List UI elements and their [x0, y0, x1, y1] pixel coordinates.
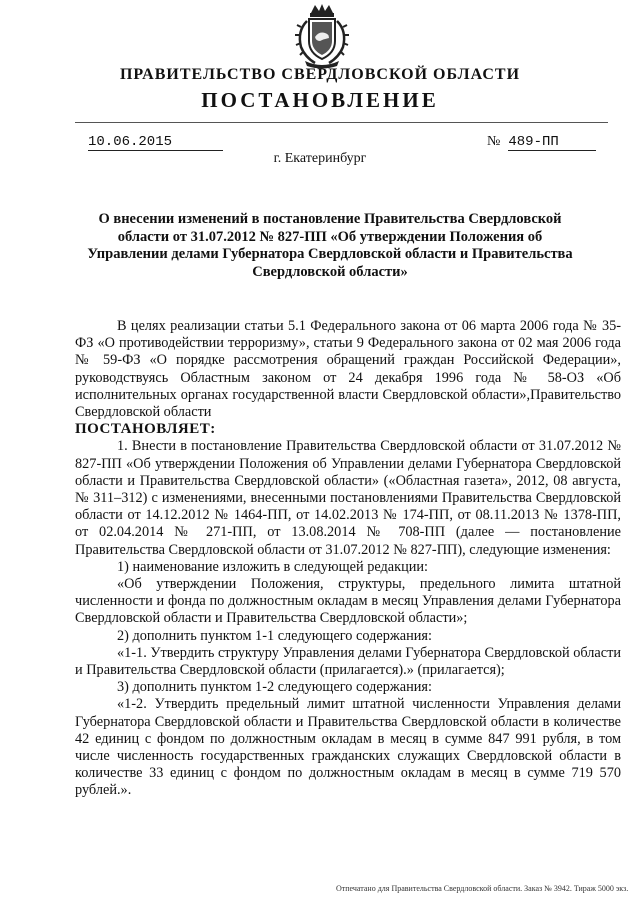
paragraph: 1) наименование изложить в следующей редакции:: [117, 558, 428, 575]
document-number: [487, 134, 596, 151]
coat-of-arms-icon: [293, 3, 351, 69]
paragraph: 2) дополнить пунктом 1-1 следующего содержания:: [117, 627, 432, 644]
paragraph: 1. Внести в постановление Правительства Свердловской области от 31.07.2012 № 827-ПП «Об утверждении Положения об Управлении делами Губернатора Свердловской области и Правительства Свердловской области» («Областная газета», 2012, 08 августа, № 311–312) с изменениями, внесенными постановлениями Правительства Свердловской области от 14.12.2012 № 1464-ПП, от 14.02.2013 № 174-ПП, от 08.11.2013 № 1378-ПП, от 02.04.2014 № 271-ПП, от 13.08.2014 № 708-ПП (далее — постановление Правительства Свердловской области от 31.07.2012 № 827-ПП), следующие изменения:: [75, 438, 621, 558]
paragraph: «Об утверждении Положения, структуры, предельного лимита штатной численности и фонда по должностным окладам в месяц Управления делами Губернатора Свердловской области и Правительства Свердловской области»;: [75, 576, 621, 627]
document-type: ПОСТАНОВЛЕНИЕ: [201, 88, 439, 112]
document-date: 10.06.2015: [88, 134, 223, 151]
number-value: 489-ПП: [508, 134, 596, 151]
document-body: [75, 318, 621, 800]
paragraph: «1-1. Утвердить структуру Управления делами Губернатора Свердловской области и Правительства Свердловской области (прилагается).» (прилагается);: [75, 644, 621, 679]
government-name: ПРАВИТЕЛЬСТВО СВЕРДЛОВСКОЙ ОБЛАСТИ: [119, 66, 521, 83]
city: г. Екатеринбург: [273, 151, 367, 166]
preamble: В целях реализации статьи 5.1 Федерального закона от 06 марта 2006 года № 35-ФЗ «О противодействии терроризму», статьи 9 Федерального закона от 02 мая 2006 года № 59-ФЗ «О порядке рассмотрения обращений граждан Российской Федерации», руководствуясь Областным законом от 24 декабря 1996 года № 58-ОЗ «Об исполнительных органах государственной власти Свердловской области»,Правительство Свердловской области: [75, 318, 621, 421]
paragraph: 3) дополнить пунктом 1-2 следующего содержания:: [117, 679, 432, 696]
print-footer: Отпечатано для Правительства Свердловской области. Заказ № 3942. Тираж 5000 экз.: [336, 884, 629, 893]
header-divider: [75, 122, 608, 123]
number-sign: №: [487, 134, 501, 149]
paragraph: «1-2. Утвердить предельный лимит штатной численности Управления делами Губернатора Свердловской области и Правительства Свердловской области в количестве 42 единиц с фондом по должностным окладам в месяц в сумме 847 991 рубля, в том числе численность государственных гражданских служащих Свердловской области в количестве 33 единиц с фондом по должностным окладам в месяц в сумме 719 570 рублей.».: [75, 696, 621, 799]
decree-heading: ПОСТАНОВЛЯЕТ:: [75, 421, 216, 438]
document-title: О внесении изменений в постановление Правительства Свердловской области от 31.07.2012 № 827-ПП «Об утверждении Положения об Управлении делами Губернатора Свердловской области и Правительства Свердловской области»: [87, 211, 573, 280]
